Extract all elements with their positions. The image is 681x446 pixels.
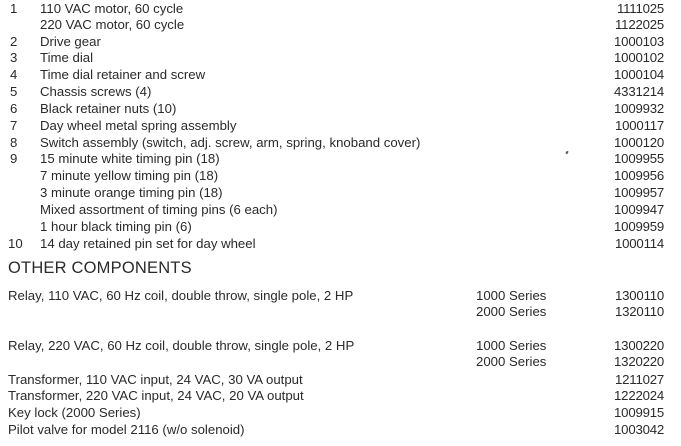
part-number: 1009955 <box>614 151 664 166</box>
part-row <box>0 66 681 83</box>
part-number: 1009959 <box>614 219 664 234</box>
part-number: 1122025 <box>615 17 664 32</box>
part-description: 1 hour black timing pin (6) <box>40 219 192 234</box>
part-number: 1009956 <box>614 168 664 183</box>
part-number: 4331214 <box>614 84 664 99</box>
component-row <box>0 421 681 438</box>
part-description: 7 minute yellow timing pin (18) <box>40 168 219 183</box>
part-row <box>0 218 681 235</box>
series-label: 1000 Series <box>476 288 547 303</box>
component-description: Transformer, 220 VAC input, 24 VAC, 20 VA output <box>8 388 304 403</box>
series-label: 2000 Series <box>476 354 547 369</box>
part-description: Day wheel metal spring assembly <box>40 118 237 133</box>
part-number: 1222024 <box>614 388 664 403</box>
part-number: 1000114 <box>615 236 664 251</box>
part-row <box>0 167 681 184</box>
part-number: 1000102 <box>614 50 664 65</box>
part-row <box>0 201 681 218</box>
component-row <box>0 404 681 421</box>
part-description: Chassis screws (4) <box>40 84 152 99</box>
part-number: 1211027 <box>615 372 664 387</box>
series-label: 1000 Series <box>476 338 547 353</box>
part-row <box>0 0 681 17</box>
part-row <box>0 235 681 252</box>
part-number: 1111025 <box>616 1 664 16</box>
part-description: 110 VAC motor, 60 cycle <box>40 1 184 16</box>
part-description: Time dial retainer and screw <box>40 67 206 82</box>
item-number: 10 <box>8 236 23 251</box>
component-row <box>0 287 681 304</box>
item-number: 3 <box>10 50 18 65</box>
part-row <box>0 33 681 50</box>
component-row <box>0 353 681 370</box>
part-description: 14 day retained pin set for day wheel <box>40 236 256 251</box>
section-heading: OTHER COMPONENTS <box>8 259 192 277</box>
part-description: Time dial <box>40 50 94 65</box>
component-description: Pilot valve for model 2116 (w/o solenoid) <box>8 422 245 437</box>
part-number: 1009915 <box>614 405 664 420</box>
item-number: 2 <box>10 34 18 49</box>
part-number: 1009947 <box>614 202 664 217</box>
item-number: 6 <box>10 101 18 116</box>
item-number: 7 <box>10 118 18 133</box>
part-row <box>0 83 681 100</box>
part-description: Drive gear <box>40 34 101 49</box>
part-number: 1000103 <box>614 34 664 49</box>
part-number: 1320110 <box>615 304 664 319</box>
part-row <box>0 16 681 33</box>
part-description: Switch assembly (switch, adj. screw, arm, spring, knoband cover) <box>40 135 421 150</box>
part-number: 1000120 <box>614 135 664 150</box>
part-number: 1003042 <box>614 422 664 437</box>
part-number: 1300110 <box>615 288 664 303</box>
part-number: 1000104 <box>614 67 664 82</box>
part-description: Black retainer nuts (10) <box>40 101 177 116</box>
part-row <box>0 117 681 134</box>
item-number: 8 <box>10 135 18 150</box>
component-description: Relay, 220 VAC, 60 Hz coil, double throw, single pole, 2 HP <box>8 338 355 353</box>
item-number: 9 <box>10 151 18 166</box>
part-description: 220 VAC motor, 60 cycle <box>40 17 185 32</box>
part-number: 1320220 <box>614 354 664 369</box>
item-number: 5 <box>10 84 18 99</box>
part-number: 1000117 <box>615 118 664 133</box>
part-number: 1009932 <box>614 101 664 116</box>
part-row <box>0 49 681 66</box>
part-description: Mixed assortment of timing pins (6 each) <box>40 202 278 217</box>
component-row <box>0 387 681 404</box>
part-row <box>0 134 681 151</box>
component-row <box>0 337 681 354</box>
part-row <box>0 184 681 201</box>
part-number: 1300220 <box>614 338 664 353</box>
part-row <box>0 150 681 167</box>
component-row <box>0 371 681 388</box>
part-description: 3 minute orange timing pin (18) <box>40 185 223 200</box>
part-number: 1009957 <box>614 185 664 200</box>
component-description: Transformer, 110 VAC input, 24 VAC, 30 VA output <box>8 372 303 387</box>
item-number: 1 <box>10 1 18 16</box>
component-description: Key lock (2000 Series) <box>8 405 141 420</box>
series-label: 2000 Series <box>476 304 547 319</box>
item-number: 4 <box>10 67 18 82</box>
component-row <box>0 303 681 320</box>
part-row <box>0 100 681 117</box>
part-description: 15 minute white timing pin (18) <box>40 151 220 166</box>
component-description: Relay, 110 VAC, 60 Hz coil, double throw, single pole, 2 HP <box>8 288 354 303</box>
